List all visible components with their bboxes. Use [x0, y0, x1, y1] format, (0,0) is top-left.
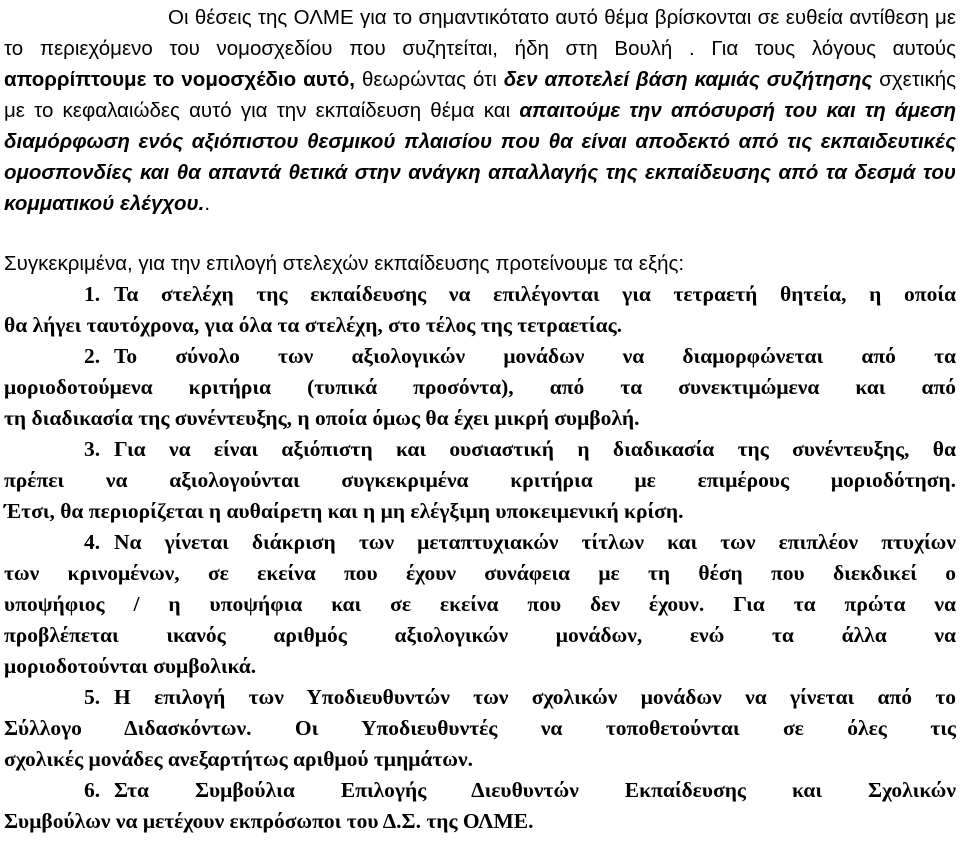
- proposal-continuation-line: Σύλλογο Διδασκόντων. Οι Υποδιευθυντές να τοποθετούνται σε όλες τις: [4, 716, 956, 740]
- proposal-continuation-line: μοριοδοτούνται συμβολικά.: [4, 654, 257, 678]
- proposal-item: [4, 775, 956, 837]
- proposal-text: Το σύνολο των αξιολογικών μονάδων να διαμορφώνεται από τα: [114, 344, 956, 368]
- proposal-number: 4.: [84, 530, 101, 554]
- proposal-continuation-line: πρέπει να αξιολογούνται συγκεκριμένα κριτήρια με επιμέρους μοριοδότηση.: [4, 468, 956, 492]
- document-page: [4, 0, 956, 837]
- proposal-number: 1.: [84, 282, 101, 306]
- proposal-continuation-line: Έτσι, θα περιορίζεται η αυθαίρετη και η μη ελέγξιμη υποκειμενική κρίση.: [4, 499, 684, 523]
- proposal-text: Στα Συμβούλια Επιλογής Διευθυντών Εκπαίδευσης και Σχολικών: [114, 778, 956, 802]
- proposal-first-line: [84, 434, 956, 465]
- intro-bold-italic-demand: απαιτούμε την απόσυρσή του και τη άμεση διαμόρφωση ενός αξιόπιστου θεσμικού πλαισίου που θα είναι αποδεκτό από τις εκπαιδευτικές ομοσπονδίες και θα απαντά θετικά στην ανάγκη απαλλαγής της εκπαίδευσης από τα δεσμά του κομματικού ελέγχου.: [4, 99, 956, 215]
- proposal-item: [4, 527, 956, 682]
- proposal-continuation-line: προβλέπεται ικανός αριθμός αξιολογικών μονάδων, ενώ τα άλλα να: [4, 623, 956, 647]
- proposal-first-line: [84, 279, 956, 310]
- proposal-first-line: [84, 341, 956, 372]
- proposals-lead: Συγκεκριμένα, για την επιλογή στελεχών εκπαίδευσης προτείνουμε τα εξής:: [4, 252, 685, 275]
- proposal-continuation-line: Συμβούλων να μετέχουν εκπρόσωποι του Δ.Σ. της ΟΛΜΕ.: [4, 809, 534, 833]
- proposal-item: [4, 434, 956, 527]
- proposal-text: Η επιλογή των Υποδιευθυντών των σχολικών μονάδων να γίνεται από το: [114, 685, 956, 709]
- proposals-list: [4, 279, 956, 837]
- proposal-item: [4, 341, 956, 434]
- proposal-continuation-line: τη διαδικασία της συνέντευξης, η οποία όμως θα έχει μικρή συμβολή.: [4, 406, 640, 430]
- proposal-text: Για να είναι αξιόπιστη και ουσιαστική η διαδικασία της συνέντευξης, θα: [114, 437, 956, 461]
- proposal-item: [4, 279, 956, 341]
- proposal-number: 6.: [84, 778, 101, 802]
- proposal-text: Να γίνεται διάκριση των μεταπτυχιακών τίτλων και των επιπλέον πτυχίων: [114, 530, 956, 554]
- proposal-first-line: [84, 527, 956, 558]
- proposal-continuation-line: μοριοδοτούμενα κριτήρια (τυπικά προσόντα), από τα συνεκτιμώμενα και από: [4, 375, 956, 399]
- proposal-number: 3.: [84, 437, 101, 461]
- proposal-item: [4, 682, 956, 775]
- proposal-continuation-line: σχολικές μονάδες ανεξαρτήτως αριθμού τμημάτων.: [4, 747, 474, 771]
- proposal-number: 5.: [84, 685, 101, 709]
- proposal-number: 2.: [84, 344, 101, 368]
- intro-text-1: Οι θέσεις της ΟΛΜΕ για το σημαντικότατο αυτό θέμα βρίσκονται σε ευθεία αντίθεση με το περιεχόμενο του νομοσχεδίου που συζητείται, ήδη στη Βουλή . Για τους λόγους αυτούς: [4, 6, 956, 60]
- proposal-continuation-line: υποψήφιος / η υποψήφια και σε εκείνα που δεν έχουν. Για τα πρώτα να: [4, 592, 956, 616]
- proposal-continuation-line: θα λήγει ταυτόχρονα, για όλα τα στελέχη, στο τέλος της τετραετίας.: [4, 313, 623, 337]
- proposal-first-line: [84, 682, 956, 713]
- proposal-continuation-line: των κρινομένων, σε εκείνα που έχουν συνάφεια με τη θέση που διεκδικεί ο: [4, 561, 956, 585]
- proposal-text: Τα στελέχη της εκπαίδευσης να επιλέγονται για τετραετή θητεία, η οποία: [114, 282, 956, 306]
- intro-text-2: θεωρώντας ότι: [355, 68, 504, 91]
- intro-text-4: .: [204, 192, 211, 215]
- intro-bold-italic-basis: δεν αποτελεί βάση καμιάς συζήτησης: [503, 68, 873, 91]
- intro-text-3: σχετικής με το κεφαλαιώδες αυτό για την εκπαίδευση θέμα και: [4, 68, 957, 122]
- proposal-first-line: [84, 775, 956, 806]
- intro-paragraph: [4, 0, 956, 219]
- intro-bold-reject: απορρίπτουμε το νομοσχέδιο αυτό,: [4, 68, 355, 91]
